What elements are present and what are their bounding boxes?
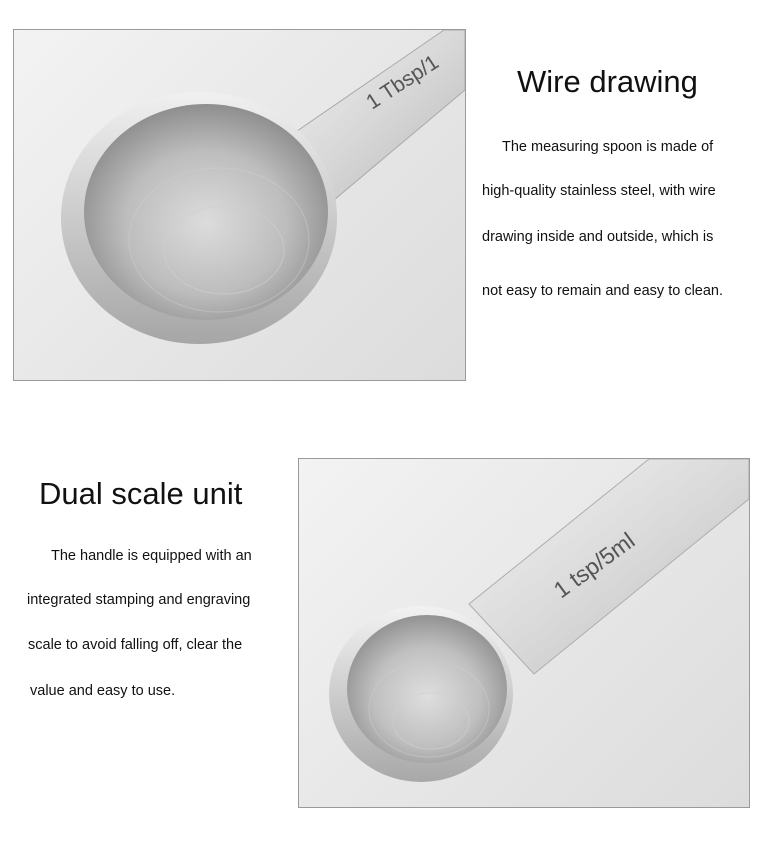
- wire-drawing-text-line-1: The measuring spoon is made of: [502, 139, 714, 155]
- wire-drawing-heading: Wire drawing: [517, 64, 698, 99]
- teaspoon-engraving: 1 tsp/5ml: [548, 527, 640, 604]
- dual-scale-text-line-4: value and easy to use.: [30, 683, 176, 699]
- dual-scale-text-line-3: scale to avoid falling off, clear the: [28, 637, 243, 653]
- dual-scale-text-line-2: integrated stamping and engraving: [27, 592, 251, 608]
- wire-drawing-text-line-3: drawing inside and outside, which is: [482, 229, 714, 245]
- tablespoon-engraving: 1 Tbsp/1: [362, 50, 443, 115]
- tablespoon-illustration: [14, 30, 465, 380]
- teaspoon-illustration: [299, 459, 749, 807]
- wire-drawing-text-line-4: not easy to remain and easy to clean.: [482, 283, 724, 299]
- tablespoon-photo: [13, 29, 466, 381]
- dual-scale-heading: Dual scale unit: [39, 476, 243, 511]
- dual-scale-text-line-1: The handle is equipped with an: [51, 548, 252, 564]
- wire-drawing-text-line-2: high-quality stainless steel, with wire: [482, 183, 716, 199]
- teaspoon-photo: [298, 458, 750, 808]
